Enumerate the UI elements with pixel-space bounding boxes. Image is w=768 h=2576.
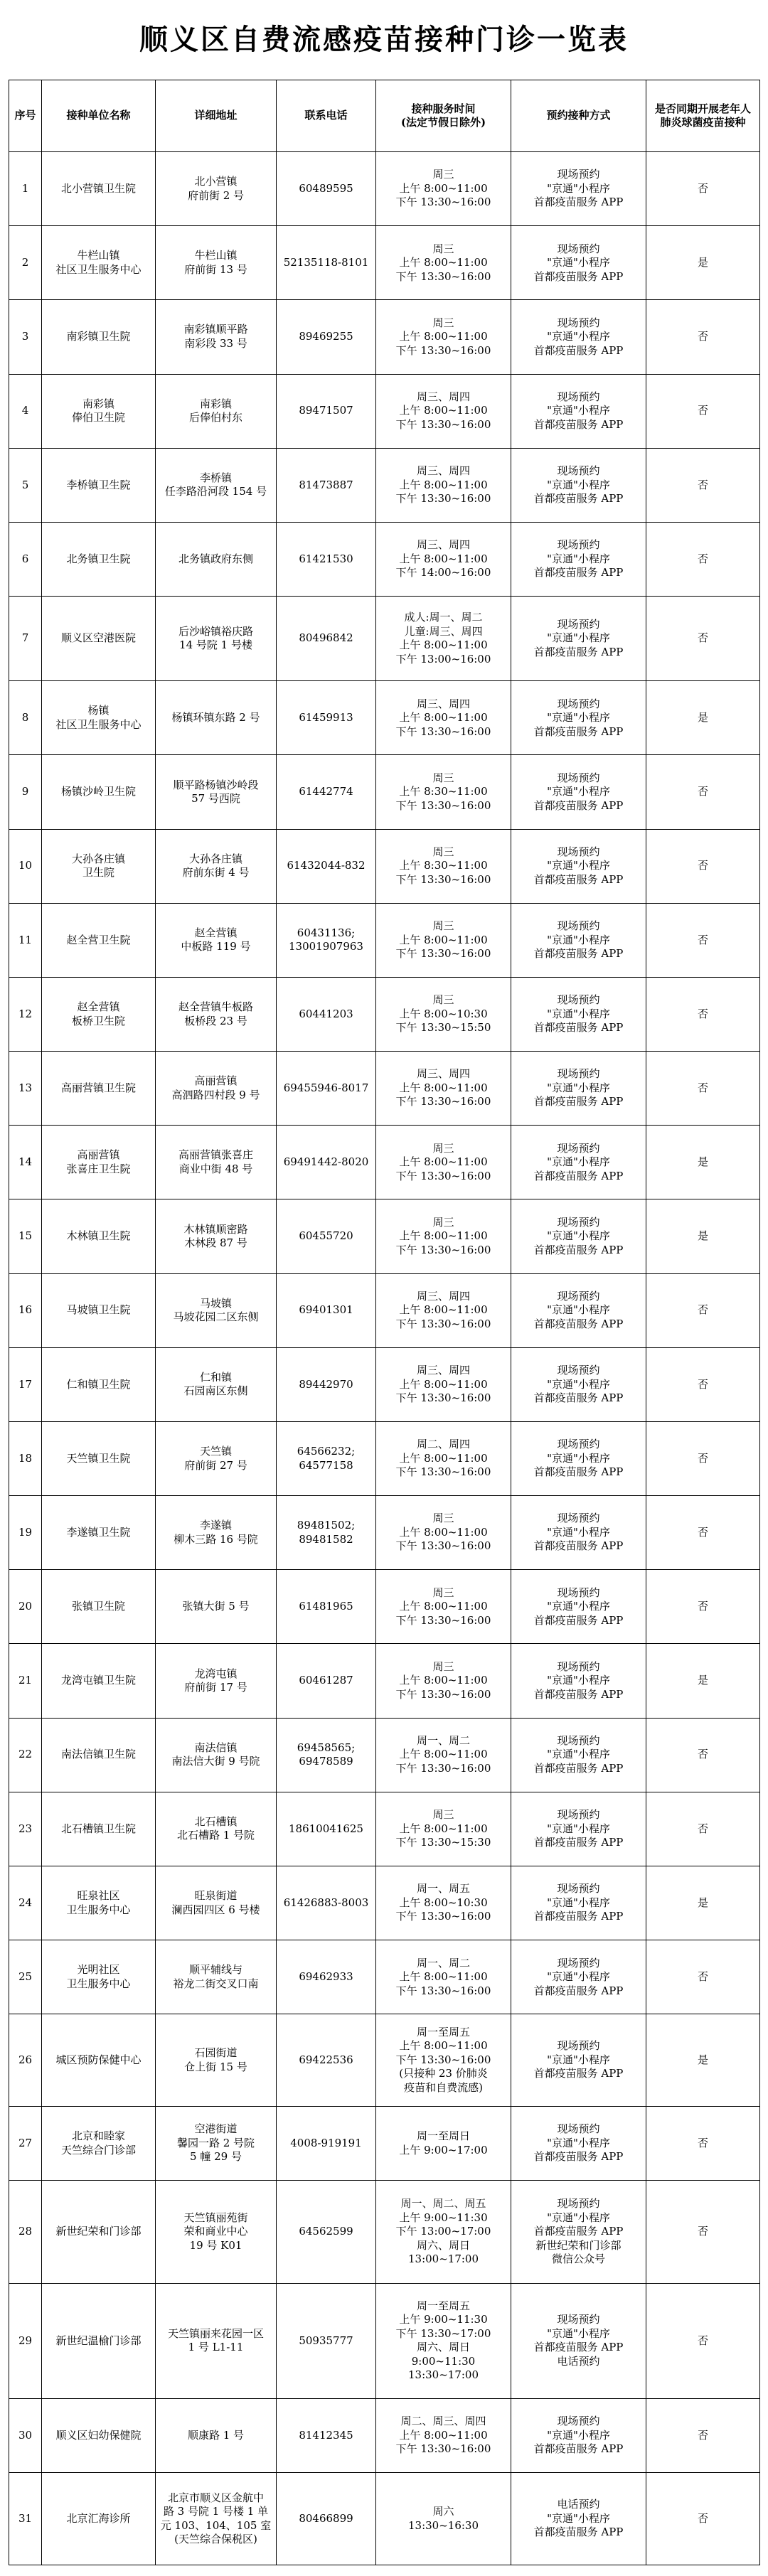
table-row (9, 903, 760, 977)
cell-name: 赵全营卫生院 (42, 903, 156, 977)
cell-booking: 现场预约 "京通"小程序 首都疫苗服务 APP (511, 1421, 646, 1495)
cell-no: 12 (9, 977, 42, 1051)
cell-no: 22 (9, 1718, 42, 1792)
cell-booking: 现场预约 "京通"小程序 首都疫苗服务 APP (511, 448, 646, 522)
cell-name: 杨镇 社区卫生服务中心 (42, 681, 156, 755)
cell-hours: 周三、周四 上午 8:00~11:00 下午 13:30~16:00 (376, 448, 511, 522)
cell-address: 马坡镇 马坡花园二区东侧 (156, 1273, 277, 1347)
cell-phone: 81473887 (277, 448, 376, 522)
cell-hours: 周三 上午 8:00~11:00 下午 13:30~15:30 (376, 1792, 511, 1866)
table-header (9, 80, 760, 152)
cell-hours: 周三、周四 上午 8:00~11:00 下午 13:30~16:00 (376, 681, 511, 755)
cell-pneumo: 否 (646, 2283, 760, 2398)
cell-phone: 80496842 (277, 597, 376, 681)
cell-address: 空港街道 馨园一路 2 号院 5 幢 29 号 (156, 2106, 277, 2180)
cell-booking: 现场预约 "京通"小程序 首都疫苗服务 APP (511, 1940, 646, 2014)
cell-booking: 现场预约 "京通"小程序 首都疫苗服务 APP (511, 1273, 646, 1347)
cell-name: 北石槽镇卫生院 (42, 1792, 156, 1866)
table-row (9, 1940, 760, 2014)
cell-phone: 61481965 (277, 1570, 376, 1644)
cell-phone: 50935777 (277, 2283, 376, 2398)
cell-pneumo: 否 (646, 1052, 760, 1126)
cell-address: 仁和镇 石园南区东侧 (156, 1347, 277, 1421)
cell-phone: 4008-919191 (277, 2106, 376, 2180)
cell-name: 李桥镇卫生院 (42, 448, 156, 522)
cell-booking: 现场预约 "京通"小程序 首都疫苗服务 APP (511, 1496, 646, 1570)
cell-name: 南法信镇卫生院 (42, 1718, 156, 1792)
header-hours: 接种服务时间 (法定节假日除外) (376, 80, 511, 152)
cell-address: 旺泉街道 澜西园四区 6 号楼 (156, 1866, 277, 1940)
cell-name: 张镇卫生院 (42, 1570, 156, 1644)
cell-address: 顺康路 1 号 (156, 2398, 277, 2472)
cell-name: 天竺镇卫生院 (42, 1421, 156, 1495)
table-body (9, 152, 760, 2565)
cell-hours: 周二、周四 上午 8:00~11:00 下午 13:30~16:00 (376, 1421, 511, 1495)
table-row (9, 977, 760, 1051)
table-row (9, 1866, 760, 1940)
cell-pneumo: 否 (646, 977, 760, 1051)
cell-address: 天竺镇 府前街 27 号 (156, 1421, 277, 1495)
cell-phone: 64562599 (277, 2181, 376, 2284)
table-row (9, 1126, 760, 1199)
cell-phone: 61432044-832 (277, 829, 376, 903)
cell-no: 27 (9, 2106, 42, 2180)
cell-address: 高丽营镇 高泗路四村段 9 号 (156, 1052, 277, 1126)
cell-pneumo: 否 (646, 1792, 760, 1866)
cell-phone: 52135118-8101 (277, 226, 376, 300)
cell-pneumo: 否 (646, 1496, 760, 1570)
cell-hours: 周三、周四 上午 8:00~11:00 下午 13:30~16:00 (376, 374, 511, 448)
cell-name: 木林镇卫生院 (42, 1199, 156, 1273)
cell-booking: 现场预约 "京通"小程序 首都疫苗服务 APP (511, 2106, 646, 2180)
cell-booking: 现场预约 "京通"小程序 首都疫苗服务 APP (511, 2398, 646, 2472)
cell-pneumo: 否 (646, 2398, 760, 2472)
cell-pneumo: 否 (646, 300, 760, 374)
cell-no: 4 (9, 374, 42, 448)
cell-phone: 60461287 (277, 1644, 376, 1718)
cell-hours: 周一、周五 上午 8:00~10:30 下午 13:30~16:00 (376, 1866, 511, 1940)
table-row (9, 152, 760, 226)
cell-name: 北务镇卫生院 (42, 522, 156, 596)
cell-hours: 周三 上午 8:00~10:30 下午 13:30~15:50 (376, 977, 511, 1051)
header-pneumo: 是否同期开展老年人 肺炎球菌疫苗接种 (646, 80, 760, 152)
cell-booking: 现场预约 "京通"小程序 首都疫苗服务 APP (511, 903, 646, 977)
cell-address: 顺平辅线与 裕龙二街交叉口南 (156, 1940, 277, 2014)
cell-name: 李遂镇卫生院 (42, 1496, 156, 1570)
cell-name: 南彩镇卫生院 (42, 300, 156, 374)
table-row (9, 1570, 760, 1644)
cell-booking: 现场预约 "京通"小程序 首都疫苗服务 APP (511, 681, 646, 755)
cell-name: 杨镇沙岭卫生院 (42, 755, 156, 829)
table-row (9, 1421, 760, 1495)
cell-no: 30 (9, 2398, 42, 2472)
cell-no: 23 (9, 1792, 42, 1866)
cell-phone: 80466899 (277, 2473, 376, 2565)
table-row (9, 300, 760, 374)
table-row (9, 374, 760, 448)
cell-address: 李遂镇 柳木三路 16 号院 (156, 1496, 277, 1570)
cell-name: 北小营镇卫生院 (42, 152, 156, 226)
table-row (9, 597, 760, 681)
cell-address: 龙湾屯镇 府前街 17 号 (156, 1644, 277, 1718)
cell-no: 11 (9, 903, 42, 977)
cell-pneumo: 否 (646, 597, 760, 681)
cell-phone: 60455720 (277, 1199, 376, 1273)
cell-pneumo: 否 (646, 1570, 760, 1644)
table-row (9, 2181, 760, 2284)
cell-booking: 现场预约 "京通"小程序 首都疫苗服务 APP (511, 1126, 646, 1199)
cell-address: 南法信镇 南法信大街 9 号院 (156, 1718, 277, 1792)
cell-phone: 61442774 (277, 755, 376, 829)
cell-address: 赵全营镇牛板路 板桥段 23 号 (156, 977, 277, 1051)
cell-address: 李桥镇 任李路沿河段 154 号 (156, 448, 277, 522)
table-row (9, 2473, 760, 2565)
cell-no: 19 (9, 1496, 42, 1570)
cell-booking: 现场预约 "京通"小程序 首都疫苗服务 APP 电话预约 (511, 2283, 646, 2398)
cell-name: 光明社区 卫生服务中心 (42, 1940, 156, 2014)
cell-phone: 89481502; 89481582 (277, 1496, 376, 1570)
cell-hours: 周一、周二、周五 上午 9:00~11:30 下午 13:00~17:00 周六、周日 13:00~17:00 (376, 2181, 511, 2284)
cell-pneumo: 否 (646, 829, 760, 903)
cell-no: 20 (9, 1570, 42, 1644)
cell-phone: 89442970 (277, 1347, 376, 1421)
cell-booking: 现场预约 "京通"小程序 首都疫苗服务 APP (511, 374, 646, 448)
table-row (9, 1347, 760, 1421)
table-row (9, 1644, 760, 1718)
cell-name: 顺义区空港医院 (42, 597, 156, 681)
cell-address: 南彩镇顺平路 南彩段 33 号 (156, 300, 277, 374)
cell-hours: 周一至周五 上午 9:00~11:30 下午 13:30~17:00 周六、周日 9:00~11:30 13:30~17:00 (376, 2283, 511, 2398)
cell-booking: 现场预约 "京通"小程序 首都疫苗服务 APP (511, 1052, 646, 1126)
table-row (9, 681, 760, 755)
cell-pneumo: 否 (646, 1421, 760, 1495)
cell-address: 北小营镇 府前街 2 号 (156, 152, 277, 226)
cell-pneumo: 是 (646, 2014, 760, 2107)
cell-no: 24 (9, 1866, 42, 1940)
cell-name: 北京和睦家 天竺综合门诊部 (42, 2106, 156, 2180)
cell-pneumo: 是 (646, 1199, 760, 1273)
cell-name: 城区预防保健中心 (42, 2014, 156, 2107)
cell-hours: 周一、周二 上午 8:00~11:00 下午 13:30~16:00 (376, 1940, 511, 2014)
cell-booking: 现场预约 "京通"小程序 首都疫苗服务 APP (511, 1792, 646, 1866)
cell-name: 高丽营镇 张喜庄卫生院 (42, 1126, 156, 1199)
cell-hours: 周三、周四 上午 8:00~11:00 下午 13:30~16:00 (376, 1347, 511, 1421)
cell-no: 10 (9, 829, 42, 903)
table-row (9, 448, 760, 522)
cell-phone: 18610041625 (277, 1792, 376, 1866)
cell-hours: 周六 13:30~16:30 (376, 2473, 511, 2565)
cell-address: 北石槽镇 北石槽路 1 号院 (156, 1792, 277, 1866)
cell-hours: 周三 上午 8:00~11:00 下午 13:30~16:00 (376, 1126, 511, 1199)
cell-hours: 周三 上午 8:00~11:00 下午 13:30~16:00 (376, 1570, 511, 1644)
cell-hours: 周一至周日 上午 9:00~17:00 (376, 2106, 511, 2180)
cell-hours: 周三 上午 8:30~11:00 下午 13:30~16:00 (376, 829, 511, 903)
cell-phone: 69455946-8017 (277, 1052, 376, 1126)
header-no: 序号 (9, 80, 42, 152)
table-row (9, 2398, 760, 2472)
cell-no: 29 (9, 2283, 42, 2398)
cell-booking: 电话预约 "京通"小程序 首都疫苗服务 APP (511, 2473, 646, 2565)
cell-hours: 周三 上午 8:00~11:00 下午 13:30~16:00 (376, 300, 511, 374)
cell-hours: 周一、周二 上午 8:00~11:00 下午 13:30~16:00 (376, 1718, 511, 1792)
cell-no: 7 (9, 597, 42, 681)
cell-pneumo: 是 (646, 681, 760, 755)
cell-pneumo: 否 (646, 374, 760, 448)
cell-no: 13 (9, 1052, 42, 1126)
cell-phone: 61459913 (277, 681, 376, 755)
cell-no: 18 (9, 1421, 42, 1495)
cell-booking: 现场预约 "京通"小程序 首都疫苗服务 APP (511, 1866, 646, 1940)
cell-address: 北务镇政府东侧 (156, 522, 277, 596)
cell-hours: 周三 上午 8:00~11:00 下午 13:30~16:00 (376, 903, 511, 977)
cell-address: 张镇大街 5 号 (156, 1570, 277, 1644)
cell-phone: 60431136; 13001907963 (277, 903, 376, 977)
cell-booking: 现场预约 "京通"小程序 首都疫苗服务 APP (511, 1644, 646, 1718)
cell-booking: 现场预约 "京通"小程序 首都疫苗服务 APP 新世纪荣和门诊部 微信公众号 (511, 2181, 646, 2284)
cell-no: 16 (9, 1273, 42, 1347)
cell-name: 新世纪荣和门诊部 (42, 2181, 156, 2284)
cell-address: 大孙各庄镇 府前东街 4 号 (156, 829, 277, 903)
table-row (9, 2014, 760, 2107)
cell-pneumo: 否 (646, 448, 760, 522)
table-row (9, 1052, 760, 1126)
cell-pneumo: 否 (646, 2473, 760, 2565)
cell-address: 南彩镇 后俸伯村东 (156, 374, 277, 448)
cell-no: 17 (9, 1347, 42, 1421)
cell-booking: 现场预约 "京通"小程序 首都疫苗服务 APP (511, 977, 646, 1051)
clinic-table (9, 80, 760, 2565)
cell-phone: 69462933 (277, 1940, 376, 2014)
cell-name: 旺泉社区 卫生服务中心 (42, 1866, 156, 1940)
cell-pneumo: 否 (646, 1273, 760, 1347)
cell-name: 赵全营镇 板桥卫生院 (42, 977, 156, 1051)
cell-booking: 现场预约 "京通"小程序 首都疫苗服务 APP (511, 755, 646, 829)
cell-name: 仁和镇卫生院 (42, 1347, 156, 1421)
cell-hours: 周一至周五 上午 8:00~11:00 下午 13:30~16:00 (只接种 23 价肺炎 疫苗和自费流感) (376, 2014, 511, 2107)
cell-phone: 64566232; 64577158 (277, 1421, 376, 1495)
cell-name: 马坡镇卫生院 (42, 1273, 156, 1347)
cell-pneumo: 否 (646, 1940, 760, 2014)
cell-no: 2 (9, 226, 42, 300)
table-row (9, 829, 760, 903)
cell-hours: 周三、周四 上午 8:00~11:00 下午 13:30~16:00 (376, 1052, 511, 1126)
table-row (9, 755, 760, 829)
cell-no: 5 (9, 448, 42, 522)
table-row (9, 1199, 760, 1273)
cell-no: 15 (9, 1199, 42, 1273)
cell-no: 25 (9, 1940, 42, 2014)
header-phone: 联系电话 (277, 80, 376, 152)
cell-no: 3 (9, 300, 42, 374)
cell-booking: 现场预约 "京通"小程序 首都疫苗服务 APP (511, 2014, 646, 2107)
cell-no: 6 (9, 522, 42, 596)
cell-name: 新世纪温榆门诊部 (42, 2283, 156, 2398)
cell-no: 1 (9, 152, 42, 226)
cell-address: 石园街道 仓上街 15 号 (156, 2014, 277, 2107)
cell-phone: 60441203 (277, 977, 376, 1051)
cell-pneumo: 是 (646, 1126, 760, 1199)
cell-pneumo: 否 (646, 152, 760, 226)
cell-name: 龙湾屯镇卫生院 (42, 1644, 156, 1718)
header-name: 接种单位名称 (42, 80, 156, 152)
cell-pneumo: 否 (646, 903, 760, 977)
cell-hours: 周二、周三、周四 上午 8:00~11:00 下午 13:30~16:00 (376, 2398, 511, 2472)
cell-pneumo: 是 (646, 226, 760, 300)
table-row (9, 522, 760, 596)
cell-phone: 69491442-8020 (277, 1126, 376, 1199)
cell-phone: 69458565; 69478589 (277, 1718, 376, 1792)
cell-address: 天竺镇丽苑街 荣和商业中心 19 号 K01 (156, 2181, 277, 2284)
cell-hours: 周三 上午 8:00~11:00 下午 13:30~16:00 (376, 1199, 511, 1273)
table-row (9, 2106, 760, 2180)
cell-no: 31 (9, 2473, 42, 2565)
page-title: 顺义区自费流感疫苗接种门诊一览表 (139, 23, 629, 56)
cell-phone: 69401301 (277, 1273, 376, 1347)
cell-address: 后沙峪镇裕庆路 14 号院 1 号楼 (156, 597, 277, 681)
cell-booking: 现场预约 "京通"小程序 首都疫苗服务 APP (511, 829, 646, 903)
cell-booking: 现场预约 "京通"小程序 首都疫苗服务 APP (511, 1570, 646, 1644)
cell-address: 木林镇顺密路 木林段 87 号 (156, 1199, 277, 1273)
cell-name: 顺义区妇幼保健院 (42, 2398, 156, 2472)
cell-no: 14 (9, 1126, 42, 1199)
cell-phone: 81412345 (277, 2398, 376, 2472)
cell-hours: 周三 上午 8:00~11:00 下午 13:30~16:00 (376, 226, 511, 300)
cell-no: 21 (9, 1644, 42, 1718)
table-row (9, 1792, 760, 1866)
cell-name: 北京汇海诊所 (42, 2473, 156, 2565)
cell-no: 8 (9, 681, 42, 755)
table-row (9, 1496, 760, 1570)
cell-phone: 61421530 (277, 522, 376, 596)
header-booking: 预约接种方式 (511, 80, 646, 152)
cell-address: 牛栏山镇 府前街 13 号 (156, 226, 277, 300)
cell-phone: 60489595 (277, 152, 376, 226)
cell-phone: 89469255 (277, 300, 376, 374)
cell-hours: 周三 上午 8:00~11:00 下午 13:30~16:00 (376, 1644, 511, 1718)
cell-pneumo: 否 (646, 522, 760, 596)
header-address: 详细地址 (156, 80, 277, 152)
cell-phone: 61426883-8003 (277, 1866, 376, 1940)
table-row (9, 2283, 760, 2398)
cell-pneumo: 否 (646, 1718, 760, 1792)
cell-booking: 现场预约 "京通"小程序 首都疫苗服务 APP (511, 1199, 646, 1273)
cell-pneumo: 是 (646, 1866, 760, 1940)
cell-address: 天竺镇丽来花园一区 1 号 L1-11 (156, 2283, 277, 2398)
cell-pneumo: 否 (646, 2106, 760, 2180)
cell-booking: 现场预约 "京通"小程序 首都疫苗服务 APP (511, 226, 646, 300)
cell-no: 26 (9, 2014, 42, 2107)
cell-booking: 现场预约 "京通"小程序 首都疫苗服务 APP (511, 597, 646, 681)
cell-phone: 89471507 (277, 374, 376, 448)
cell-name: 大孙各庄镇 卫生院 (42, 829, 156, 903)
cell-hours: 周三 上午 8:00~11:00 下午 13:30~16:00 (376, 1496, 511, 1570)
cell-hours: 周三、周四 上午 8:00~11:00 下午 14:00~16:00 (376, 522, 511, 596)
table-row (9, 1273, 760, 1347)
cell-name: 高丽营镇卫生院 (42, 1052, 156, 1126)
table-row (9, 226, 760, 300)
cell-name: 牛栏山镇 社区卫生服务中心 (42, 226, 156, 300)
cell-address: 北京市顺义区金航中 路 3 号院 1 号楼 1 单 元 103、104、105 室 (天竺综合保税区) (156, 2473, 277, 2565)
cell-address: 顺平路杨镇沙岭段 57 号西院 (156, 755, 277, 829)
cell-hours: 周三、周四 上午 8:00~11:00 下午 13:30~16:00 (376, 1273, 511, 1347)
header-row (9, 80, 760, 152)
cell-no: 9 (9, 755, 42, 829)
cell-pneumo: 是 (646, 1644, 760, 1718)
cell-hours: 周三 上午 8:00~11:00 下午 13:30~16:00 (376, 152, 511, 226)
cell-no: 28 (9, 2181, 42, 2284)
cell-booking: 现场预约 "京通"小程序 首都疫苗服务 APP (511, 522, 646, 596)
cell-pneumo: 否 (646, 1347, 760, 1421)
cell-address: 杨镇环镇东路 2 号 (156, 681, 277, 755)
cell-booking: 现场预约 "京通"小程序 首都疫苗服务 APP (511, 1347, 646, 1421)
cell-booking: 现场预约 "京通"小程序 首都疫苗服务 APP (511, 300, 646, 374)
cell-phone: 69422536 (277, 2014, 376, 2107)
cell-booking: 现场预约 "京通"小程序 首都疫苗服务 APP (511, 152, 646, 226)
cell-address: 高丽营镇张喜庄 商业中街 48 号 (156, 1126, 277, 1199)
cell-pneumo: 否 (646, 2181, 760, 2284)
cell-hours: 周三 上午 8:30~11:00 下午 13:30~16:00 (376, 755, 511, 829)
table-row (9, 1718, 760, 1792)
cell-hours: 成人:周一、周二 儿童:周三、周四 上午 8:00~11:00 下午 13:00~16:00 (376, 597, 511, 681)
cell-booking: 现场预约 "京通"小程序 首都疫苗服务 APP (511, 1718, 646, 1792)
cell-pneumo: 否 (646, 755, 760, 829)
cell-name: 南彩镇 俸伯卫生院 (42, 374, 156, 448)
cell-address: 赵全营镇 中板路 119 号 (156, 903, 277, 977)
